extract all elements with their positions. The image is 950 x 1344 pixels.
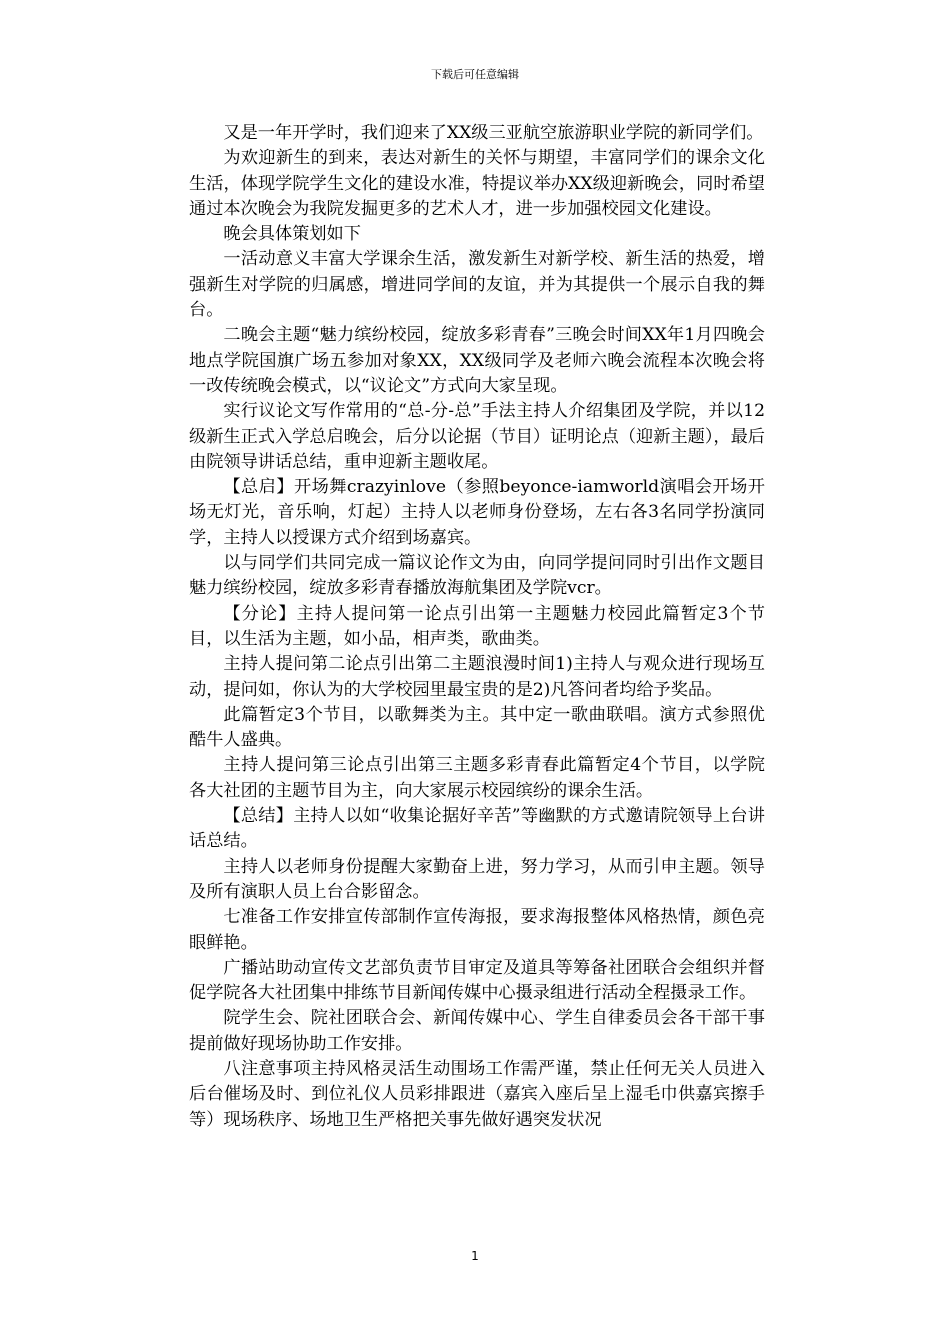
document-body [189, 121, 765, 1133]
paragraph: 主持人提问第三论点引出第三主题多彩青春此篇暂定4个节目，以学院各大社团的主题节目为主，向大家展示校园缤纷的课余生活。 [189, 755, 765, 801]
paragraph: 为欢迎新生的到来，表达对新生的关怀与期望，丰富同学们的课余文化生活，体现学院学生文化的建设水准，特提议举办XX级迎新晚会，同时希望通过本次晚会为我院发掘更多的艺术人才，进一步加强校园文化建设。 [189, 148, 765, 219]
paragraph: 院学生会、院社团联合会、新闻传媒中心、学生自律委员会各干部干事提前做好现场协助工作安排。 [189, 1008, 765, 1054]
paragraph: 【总结】主持人以如“收集论据好辛苦”等幽默的方式邀请院领导上台讲话总结。 [189, 806, 765, 852]
paragraph: 广播站助动宣传文艺部负责节目审定及道具等筹备社团联合会组织并督促学院各大社团集中排练节目新闻传媒中心摄录组进行活动全程摄录工作。 [189, 957, 765, 1004]
paragraph: 八注意事项主持风格灵活生动围场工作需严谨，禁止任何无关人员进入后台催场及时、到位礼仪人员彩排跟进（嘉宾入座后呈上湿毛巾供嘉宾擦手等）现场秩序、场地卫生严格把关事先做好遇突发状况 [189, 1058, 765, 1130]
paragraph: 二晚会主题“魅力缤纷校园，绽放多彩青春”三晚会时间XX年1月四晚会地点学院国旗广场五参加对象XX，XX级同学及老师六晚会流程本次晚会将一改传统晚会模式，以“议论文”方式向大家呈现。 [189, 325, 765, 396]
paragraph: 主持人以老师身份提醒大家勤奋上进，努力学习，从而引申主题。领导及所有演职人员上台合影留念。 [189, 856, 765, 902]
paragraph: 以与同学们共同完成一篇议论作文为由，向同学提问同时引出作文题目魅力缤纷校园，绽放多彩青春播放海航集团及学院vcr。 [189, 553, 765, 599]
paragraph: 主持人提问第二论点引出第二主题浪漫时间1)主持人与观众进行现场互动，提问如，你认为的大学校园里最宝贵的是2)凡答问者均给予奖品。 [189, 654, 765, 700]
page-number: 1 [471, 1249, 479, 1263]
paragraph: 七准备工作安排宣传部制作宣传海报，要求海报整体风格热情，颜色亮眼鲜艳。 [189, 907, 765, 953]
paragraph: 一活动意义丰富大学课余生活，激发新生对新学校、新生活的热爱，增强新生对学院的归属感，增进同学间的友谊，并为其提供一个展示自我的舞台。 [189, 249, 765, 321]
page-header: 下载后可任意编辑 [431, 68, 519, 81]
paragraph: 实行议论文写作常用的“总-分-总”手法主持人介绍集团及学院，并以12级新生正式入学总启晚会，后分以论据（节目）证明论点（迎新主题），最后由院领导讲话总结，重申迎新主题收尾。 [189, 401, 765, 472]
paragraph: 晚会具体策划如下 [223, 224, 361, 245]
paragraph: 又是一年开学时，我们迎来了XX级三亚航空旅游职业学院的新同学们。 [223, 123, 764, 143]
paragraph: 【总启】开场舞crazyinlove（参照beyonce-iamworld演唱会开场开场无灯光，音乐响，灯起）主持人以老师身份登场，左右各3名同学扮演同学，主持人以授课方式介绍到场嘉宾。 [189, 477, 765, 548]
paragraph: 【分论】主持人提问第一论点引出第一主题魅力校园此篇暂定3个节目，以生活为主题，如小品，相声类，歌曲类。 [189, 603, 765, 649]
paragraph: 此篇暂定3个节目，以歌舞类为主。其中定一歌曲联唱。演方式参照优酷牛人盛典。 [189, 704, 765, 751]
